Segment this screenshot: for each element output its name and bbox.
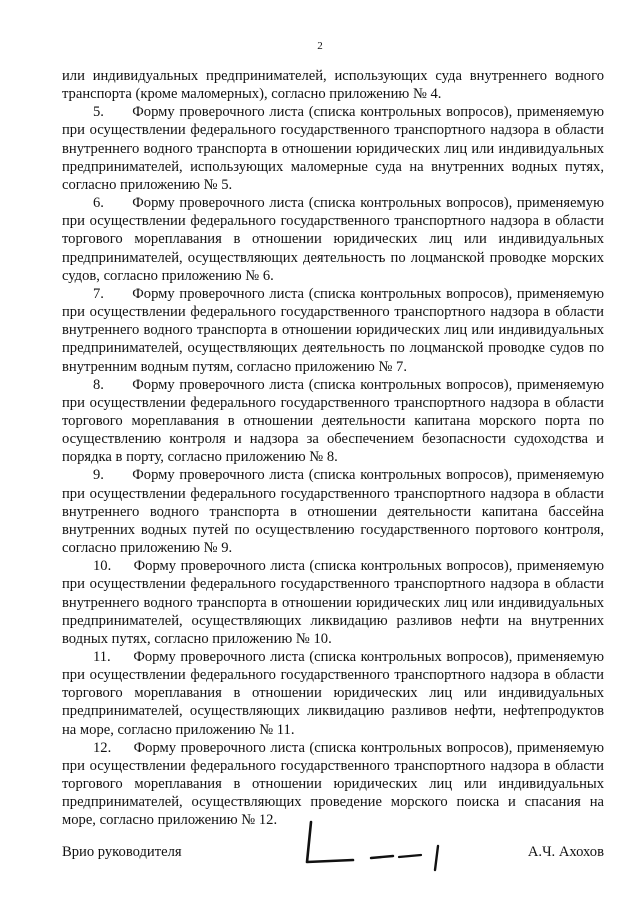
paragraph-item-12: 12. Форму проверочного листа (списка контрольных вопросов), применяемую при осуществлении федерального государственного транспортного надзора в области торгового мореплавания в отношении юридических лиц или индивидуальных предпринимателей, осуществляющих проведение морского поиска и спасания на море, согласно приложению № 12. [62,739,604,829]
paragraph-item-5: 5. Форму проверочного листа (списка контрольных вопросов), применяемую при осуществлении федерального государственного транспортного надзора в области внутреннего водного транспорта в отношении юридических лиц или индивидуальных предпринимателей, использующих маломерные суда на внутренних водных путях, согласно приложению № 5. [62,104,604,193]
paragraph-item-8: 8. Форму проверочного листа (списка контрольных вопросов), применяемую при осуществлении федерального государственного транспортного надзора в области торгового мореплавания в отношении деятельности капитана морского порта по осуществлению контроля и надзора за обеспечением безопасности судоходства и порядка в порту, согласно приложению № 8. [62,376,604,466]
signatory-name: А.Ч. Ахохов [527,844,604,860]
paragraph-item-6: 6. Форму проверочного листа (списка контрольных вопросов), применяемую при осуществлении федерального государственного транспортного надзора в области торгового мореплавания в отношении юридических лиц или индивидуальных предпринимателей, осуществляющих деятельность по лоцманской проводке морских судов, согласно приложению № 6. [62,195,604,284]
paragraph-item-11: 11. Форму проверочного листа (списка контрольных вопросов), применяемую при осуществлении федерального государственного транспортного надзора в области торгового мореплавания в отношении юридических лиц или индивидуальных предпринимателей, осуществляющих ликвидацию разливов нефти, нефтепродуктов на море, согласно приложению № 11. [62,649,604,738]
document-body [62,67,604,830]
paragraph-item-9: 9. Форму проверочного листа (списка контрольных вопросов), применяемую при осуществлении федерального государственного транспортного надзора в области внутреннего водного транспорта в отношении деятельности капитана бассейна внутренних водных путей по осуществлению государственного портового контроля, согласно приложению № 9. [62,467,604,557]
handwritten-signature [295,818,445,888]
paragraph-item-7: 7. Форму проверочного листа (списка контрольных вопросов), применяемую при осуществлении федерального государственного транспортного надзора в области внутреннего водного транспорта в отношении юридических лиц или индивидуальных предпринимателей, осуществляющих деятельность по лоцманской проводке судов по внутренним водным путям, согласно приложению № 7. [62,285,604,375]
paragraph-continuation: или индивидуальных предпринимателей, использующих суда внутреннего водного транспорта (кроме маломерных), согласно приложению № 4. [62,68,604,103]
signatory-title: Врио руководителя [62,844,182,860]
signature-block [62,836,604,886]
page-number: 2 [317,40,323,52]
paragraph-item-10: 10. Форму проверочного листа (списка контрольных вопросов), применяемую при осуществлении федерального государственного транспортного надзора в области внутреннего водного транспорта в отношении юридических лиц или индивидуальных предпринимателей, осуществляющих ликвидацию разливов нефти на внутренних водных путях, согласно приложению № 10. [62,558,604,647]
